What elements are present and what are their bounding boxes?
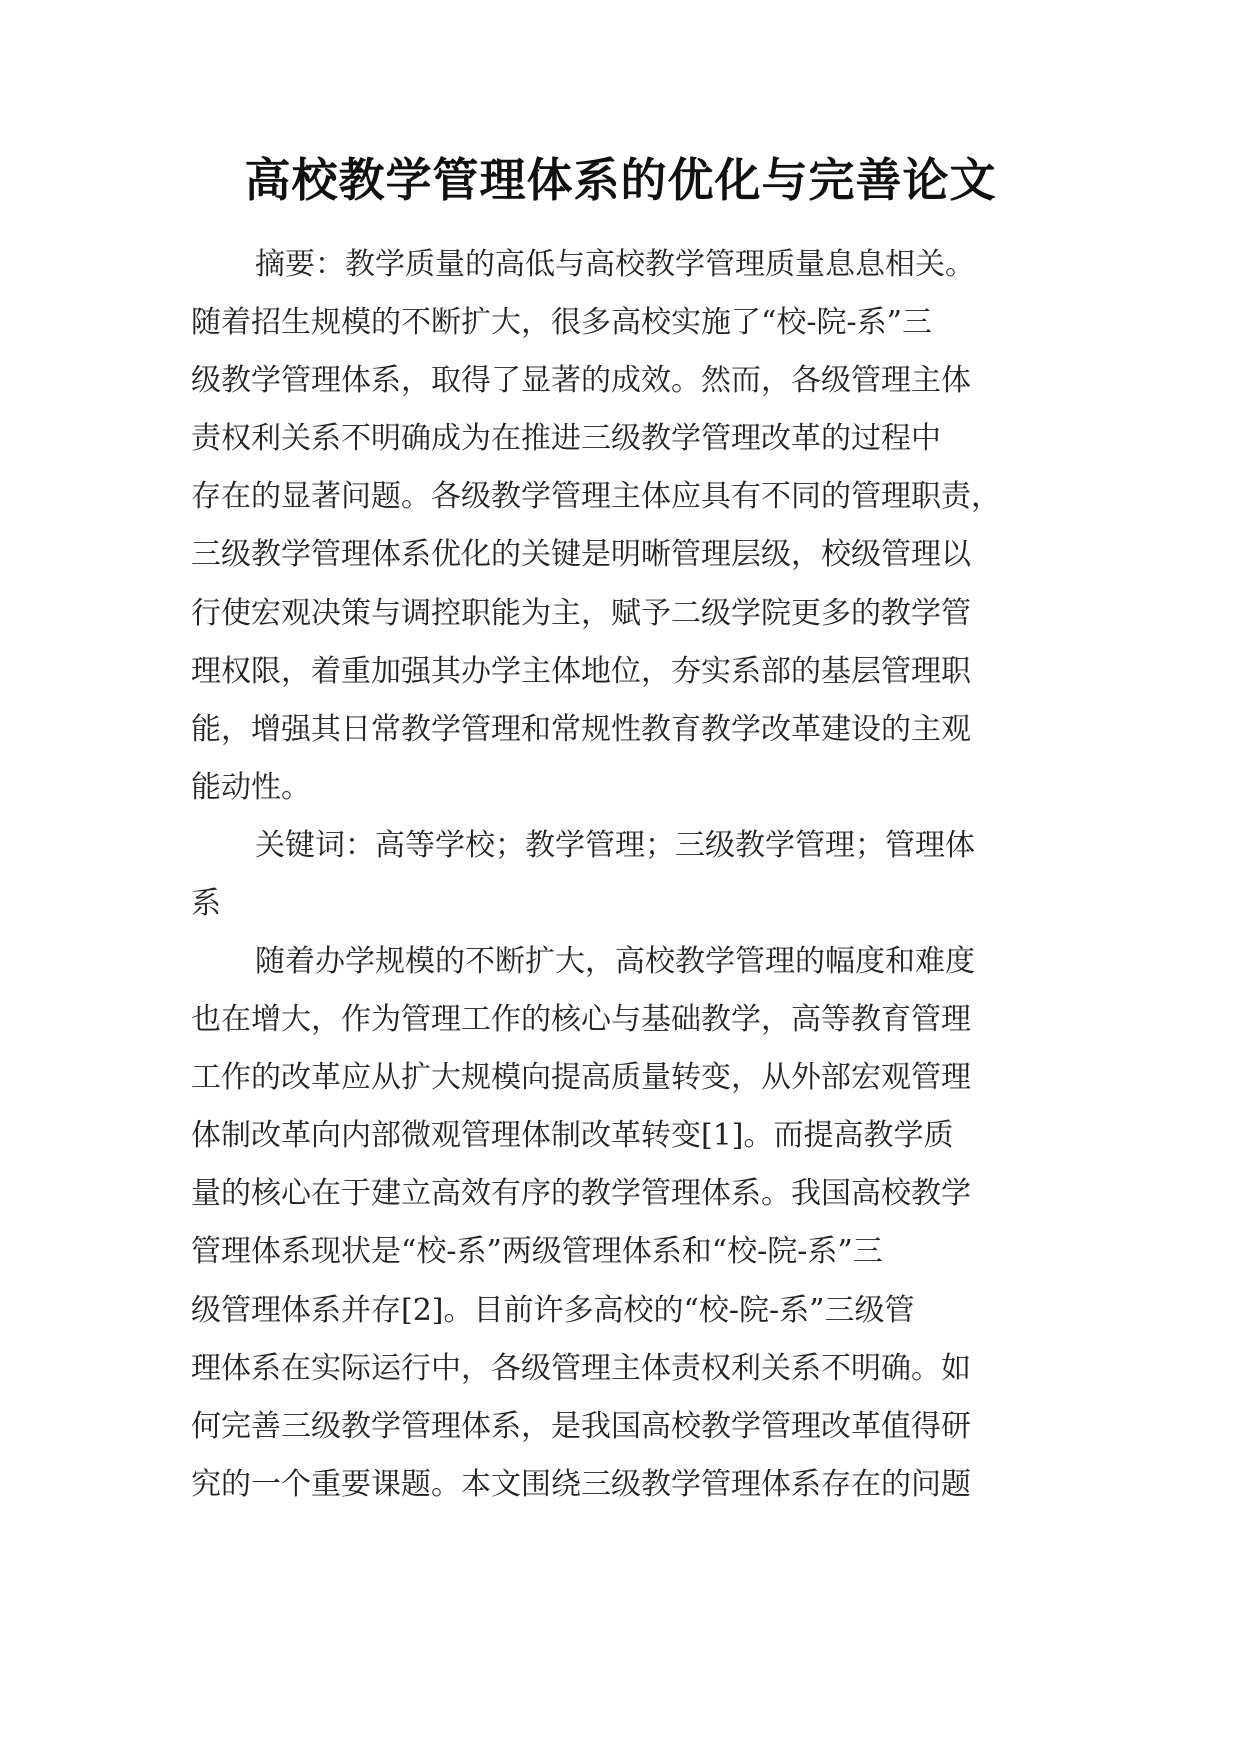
- intro-line: 管理体系现状是“校-系”两级管理体系和“校-院-系”三: [191, 1234, 883, 1270]
- intro-line: 究的一个重要课题。本文围绕三级教学管理体系存在的问题: [191, 1466, 971, 1502]
- intro-line: 工作的改革应从扩大规模向提高质量转变，从外部宏观管理: [191, 1060, 971, 1096]
- abstract-line: 理权限，着重加强其办学主体地位，夯实系部的基层管理职: [191, 653, 971, 689]
- abstract-line: 责权利关系不明确成为在推进三级教学管理改革的过程中: [191, 421, 941, 457]
- keywords-line: 关键词：高等学校；教学管理；三级教学管理；管理体: [255, 828, 975, 863]
- intro-paragraph: [191, 933, 1051, 1514]
- abstract-paragraph: [191, 236, 1051, 817]
- abstract-line: 随着招生规模的不断扩大，很多高校实施了“校-院-系”三: [191, 305, 932, 341]
- abstract-line: 摘要：教学质量的高低与高校教学管理质量息息相关。: [255, 247, 975, 282]
- intro-line: 体制改革向内部微观管理体制改革转变[1]。而提高教学质: [191, 1118, 954, 1154]
- abstract-line: 级教学管理体系，取得了显著的成效。然而，各级管理主体: [191, 363, 971, 399]
- keywords-paragraph: [191, 817, 1051, 933]
- intro-line: 也在增大，作为管理工作的核心与基础教学，高等教育管理: [191, 1002, 971, 1038]
- intro-line: 量的核心在于建立高效有序的教学管理体系。我国高校教学: [191, 1176, 971, 1212]
- document-title: 高校教学管理体系的优化与完善论文: [244, 153, 997, 207]
- abstract-line: 三级教学管理体系优化的关键是明晰管理层级，校级管理以: [191, 537, 971, 573]
- abstract-line: 能动性。: [191, 769, 311, 805]
- abstract-line: 能，增强其日常教学管理和常规性教育教学改革建设的主观: [191, 711, 971, 747]
- intro-line: 何完善三级教学管理体系，是我国高校教学管理改革值得研: [191, 1408, 971, 1444]
- keywords-line: 系: [191, 886, 221, 922]
- abstract-line: 行使宏观决策与调控职能为主，赋予二级学院更多的教学管: [191, 595, 971, 631]
- intro-line: 级管理体系并存[2]。目前许多高校的“校-院-系”三级管: [191, 1292, 915, 1328]
- intro-line: 随着办学规模的不断扩大，高校教学管理的幅度和难度: [255, 944, 975, 979]
- abstract-line: 存在的显著问题。各级教学管理主体应具有不同的管理职责，: [191, 479, 1001, 515]
- intro-line: 理体系在实际运行中，各级管理主体责权利关系不明确。如: [191, 1350, 971, 1386]
